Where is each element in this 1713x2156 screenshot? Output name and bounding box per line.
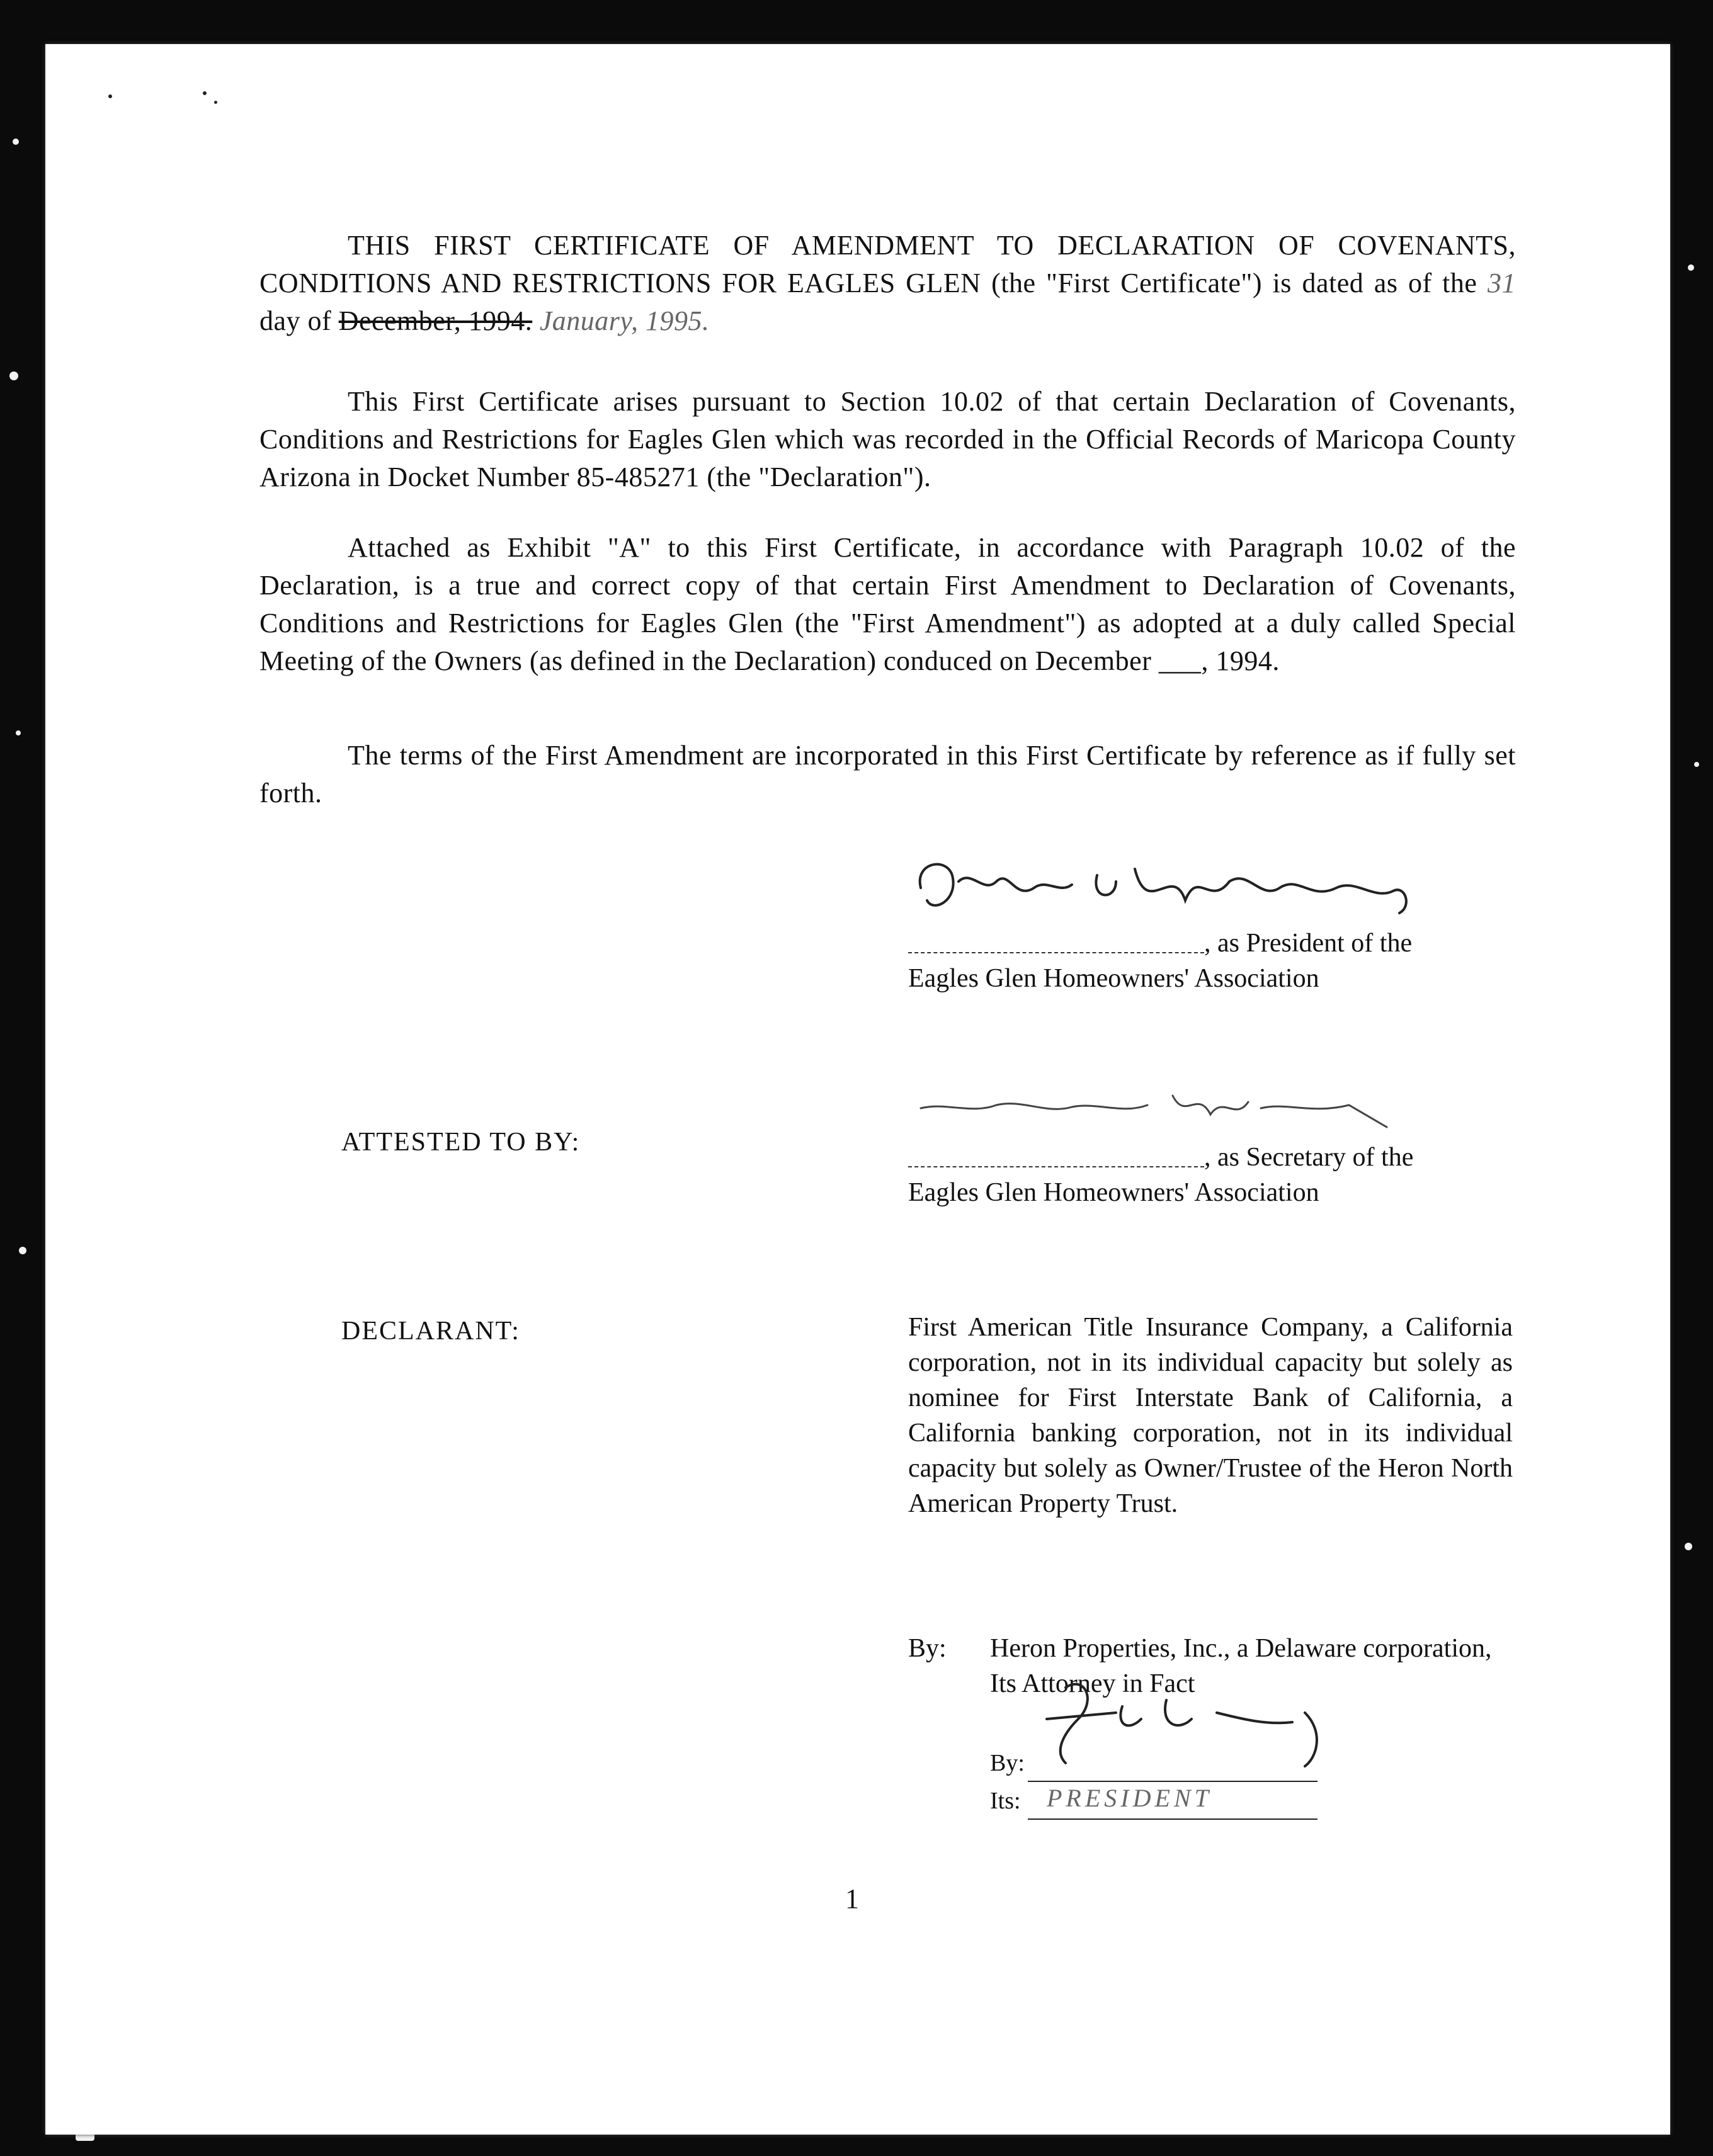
scan-speck [1688,264,1694,271]
opening-paragraph [259,227,1516,340]
president-block [908,926,1519,996]
scan-speck [1685,1543,1692,1550]
scan-speck [108,94,112,98]
secretary-org: Eagles Glen Homeowners' Association [908,1178,1319,1207]
president-role: , as President of the [1204,929,1413,958]
handwritten-day: 31 [1488,268,1516,298]
day-of-text: day of [259,305,332,336]
president-signature [908,844,1462,932]
by-label: By: [908,1634,947,1663]
opening-lead-text: THIS FIRST CERTIFICATE OF AMENDMENT TO DECLARATION OF COVENANTS, CONDITIONS AND RESTRICTIONS FOR EAGLES GLEN (the "First Certificate") is dated as of the [259,230,1516,298]
its-label: Its: [990,1788,1021,1814]
document-page [45,44,1670,2135]
handwritten-date: January, 1995. [539,305,710,336]
scan-speck [16,730,21,735]
by2-line [1028,1750,1317,1782]
declarant-body: First American Title Insurance Company, a California corporation, not in its individual capacity but solely as nominee for First Interstate Bank of California, a California banking corporation, not in its individual capacity but solely as Owner/Trustee of the Heron North American Property Trust. [908,1313,1513,1518]
its-handwritten: PRESIDENT [1047,1784,1212,1812]
secretary-signature-line [908,1164,1204,1167]
scan-speck [1694,762,1699,767]
secretary-block [908,1140,1519,1210]
scan-speck [9,372,18,380]
president-org: Eagles Glen Homeowners' Association [908,964,1319,993]
president-signature-line [908,950,1204,953]
paragraph-incorporation: The terms of the First Amendment are incorporated in this First Certificate by reference as if fully set forth. [259,740,1516,808]
by-entity: Heron Properties, Inc., a Delaware corporation, Its Attorney in Fact [990,1634,1492,1698]
scan-speck [13,139,19,145]
its-line [1028,1784,1317,1820]
declarant-label: DECLARANT: [341,1317,520,1346]
scan-speck [203,91,207,95]
scan-speck [19,1247,26,1254]
paragraph-section-reference: This First Certificate arises pursuant to Section 10.02 of that certain Declaration of Covenants, Conditions and Restrictions for Eagles Glen which was recorded in the Official Records of Maricopa County Arizona in Docket Number 85-485271 (the "Declaration"). [259,386,1516,492]
officer-fields [990,1744,1317,1820]
page-number: 1 [845,1883,859,1914]
paragraph-exhibit-a: Attached as Exhibit "A" to this First Certificate, in accordance with Paragraph 10.02 of the Declaration, is a true and correct copy of that certain First Amendment to Declaration of Covenants, Conditions and Restrictions for Eagles Glen (the "First Amendment") as adopted at a duly called Special Meeting of the Owners (as defined in the Declaration) conduced on December ___, 1994. [259,532,1516,676]
secretary-signature [908,1077,1425,1133]
struck-date: December, 1994. [338,305,533,336]
by2-label: By: [990,1750,1025,1776]
secretary-role: , as Secretary of the [1204,1143,1414,1172]
attested-label: ATTESTED TO BY: [341,1128,581,1157]
scan-speck [214,101,217,104]
